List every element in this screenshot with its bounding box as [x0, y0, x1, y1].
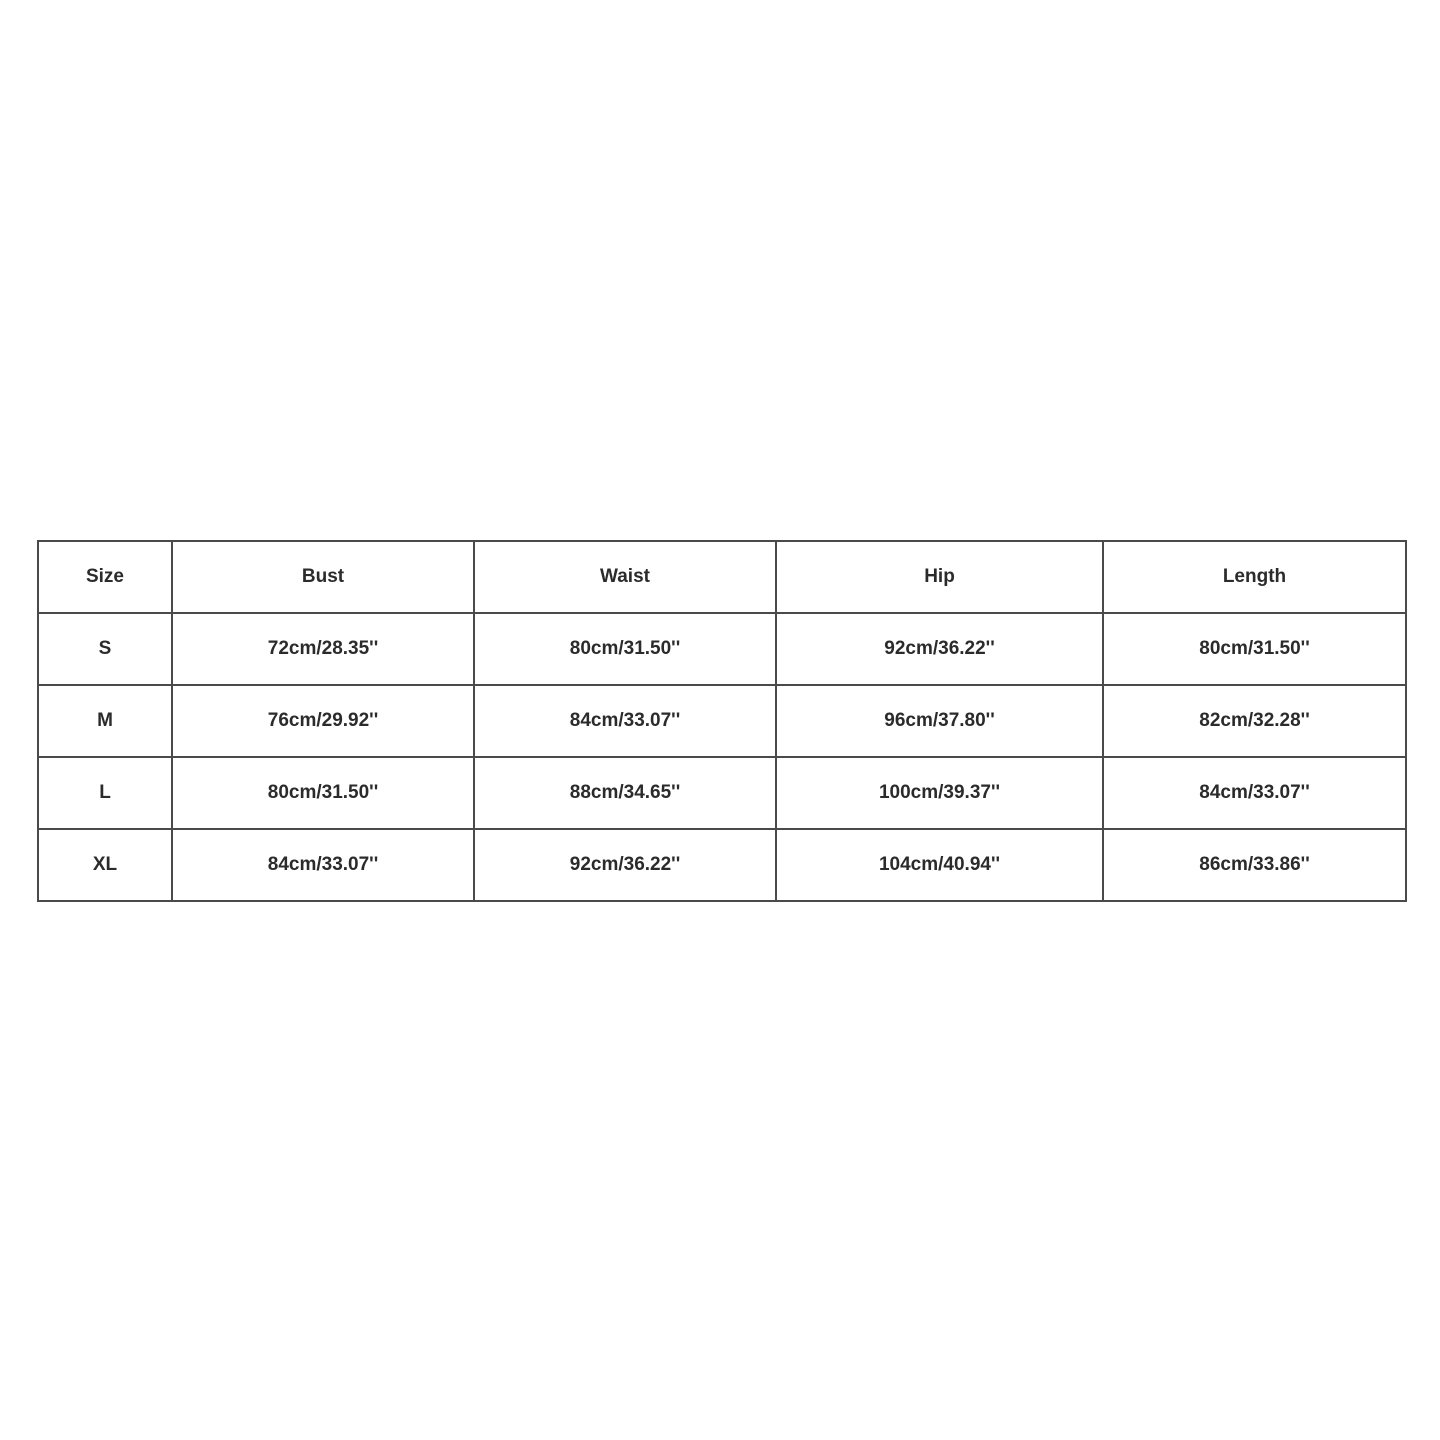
table-header-row — [38, 541, 1406, 613]
header-hip: Hip — [776, 541, 1103, 613]
cell-hip: 104cm/40.94'' — [776, 829, 1103, 901]
cell-hip: 92cm/36.22'' — [776, 613, 1103, 685]
cell-waist: 84cm/33.07'' — [474, 685, 776, 757]
table-row — [38, 613, 1406, 685]
cell-waist: 80cm/31.50'' — [474, 613, 776, 685]
cell-length: 86cm/33.86'' — [1103, 829, 1406, 901]
cell-bust: 76cm/29.92'' — [172, 685, 474, 757]
cell-size: L — [38, 757, 172, 829]
cell-bust: 72cm/28.35'' — [172, 613, 474, 685]
cell-length: 82cm/32.28'' — [1103, 685, 1406, 757]
cell-waist: 88cm/34.65'' — [474, 757, 776, 829]
header-bust: Bust — [172, 541, 474, 613]
cell-size: S — [38, 613, 172, 685]
size-chart-table — [37, 540, 1407, 902]
header-size: Size — [38, 541, 172, 613]
table-row — [38, 757, 1406, 829]
cell-hip: 96cm/37.80'' — [776, 685, 1103, 757]
header-waist: Waist — [474, 541, 776, 613]
table-row — [38, 829, 1406, 901]
cell-bust: 80cm/31.50'' — [172, 757, 474, 829]
header-length: Length — [1103, 541, 1406, 613]
cell-size: M — [38, 685, 172, 757]
cell-length: 84cm/33.07'' — [1103, 757, 1406, 829]
cell-hip: 100cm/39.37'' — [776, 757, 1103, 829]
table-row — [38, 685, 1406, 757]
cell-bust: 84cm/33.07'' — [172, 829, 474, 901]
cell-length: 80cm/31.50'' — [1103, 613, 1406, 685]
cell-size: XL — [38, 829, 172, 901]
cell-waist: 92cm/36.22'' — [474, 829, 776, 901]
